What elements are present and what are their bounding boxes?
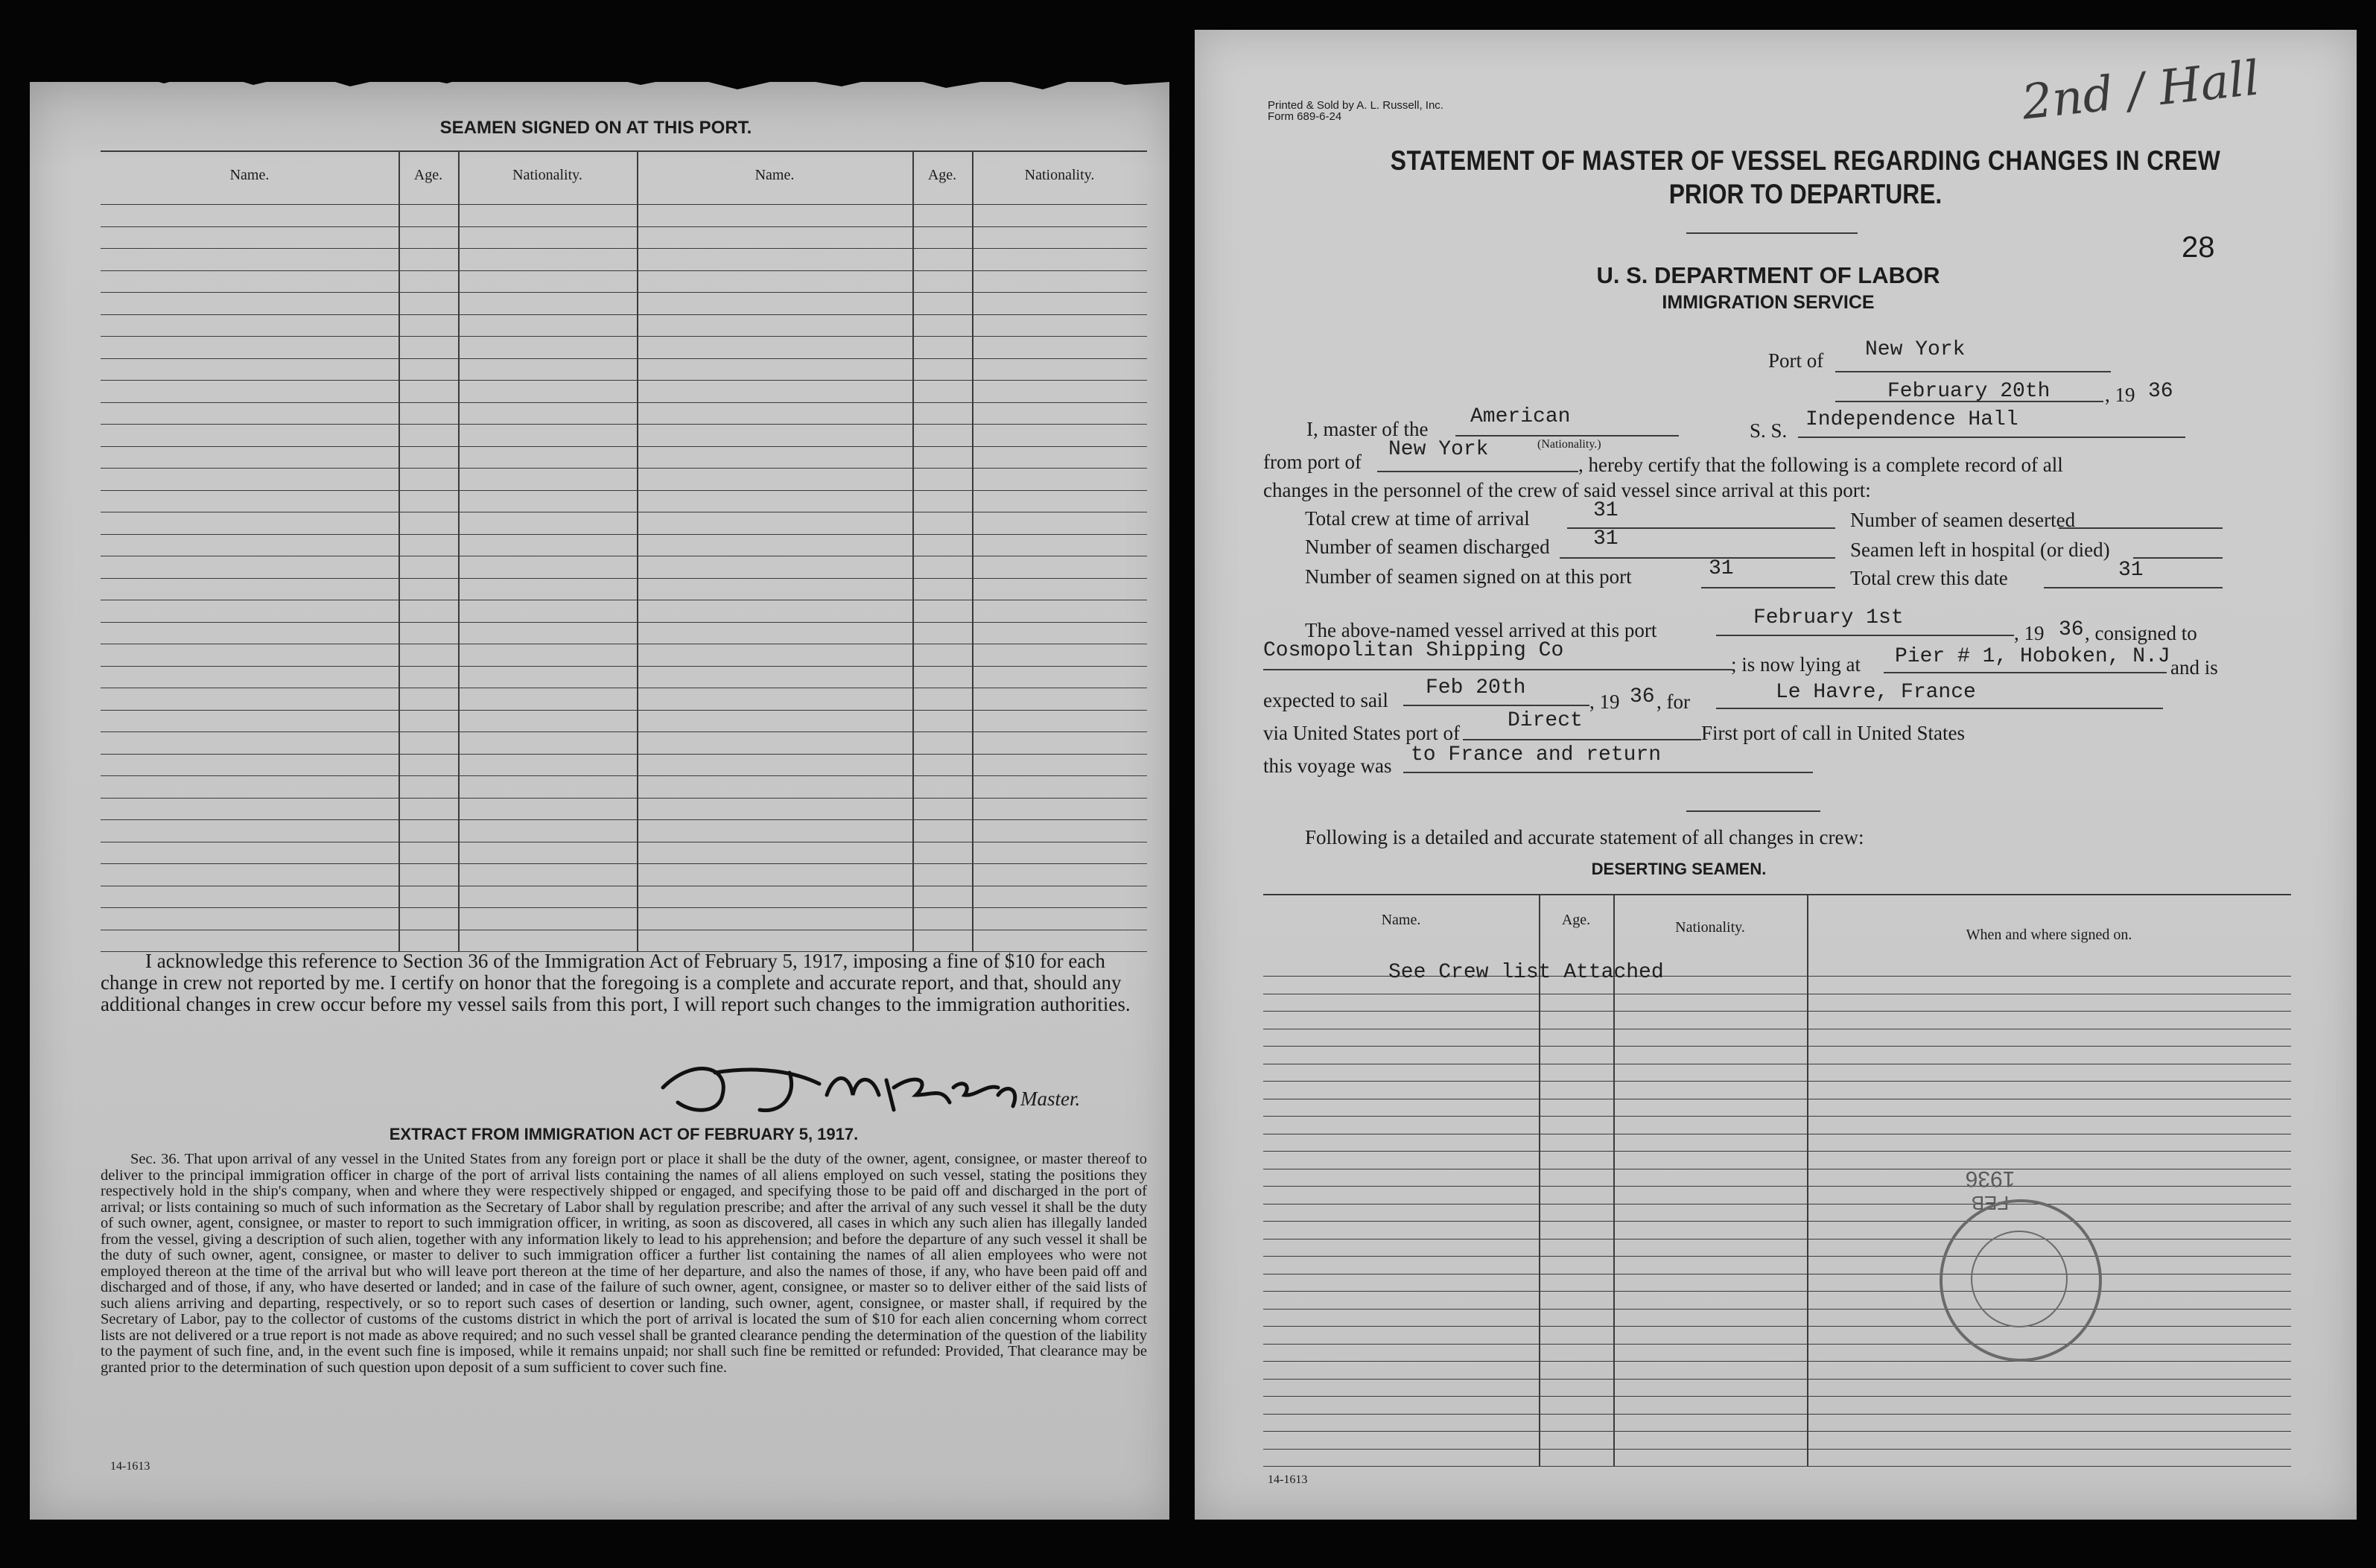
following-text: Following is a detailed and accurate statement of all changes in crew:: [1305, 826, 1864, 848]
voyage-label: this voyage was: [1263, 755, 1392, 777]
deserting-col-when-where: When and where signed on.: [1966, 927, 2132, 943]
table-rule: [101, 578, 1147, 579]
table-rule: [101, 754, 1147, 755]
signed-on-value[interactable]: 31: [1709, 557, 1734, 580]
table-rule: [1263, 1344, 2291, 1345]
table-rule: [101, 446, 1147, 447]
year-value[interactable]: 36: [2148, 380, 2173, 403]
extract-title: EXTRACT FROM IMMIGRATION ACT OF FEBRUARY 5, 1917.: [389, 1125, 859, 1143]
table-rule: [1263, 1309, 2291, 1310]
table-column-rule: [458, 150, 460, 951]
table-rule: [1263, 1239, 2291, 1240]
table-rule: [101, 798, 1147, 799]
from-port-value[interactable]: New York: [1388, 438, 1489, 461]
table-rule: [101, 819, 1147, 820]
col-name-1: Name.: [229, 167, 270, 183]
table-column-rule: [972, 150, 973, 951]
table-rule: [1263, 1379, 2291, 1380]
department: U. S. DEPARTMENT OF LABOR: [1596, 262, 1940, 288]
table-rule: [1263, 1291, 2291, 1292]
printer-form: Form 689-6-24: [1268, 110, 1342, 123]
arrived-year-value[interactable]: 36: [2059, 618, 2084, 641]
table-rule: [101, 490, 1147, 491]
table-rule: [101, 380, 1147, 381]
table-column-rule: [912, 150, 914, 951]
signed-on-label: Number of seamen signed on at this port: [1305, 565, 1632, 588]
table-rule: [1263, 1431, 2291, 1432]
service: IMMIGRATION SERVICE: [1662, 292, 1875, 313]
table-rule: [1263, 1466, 2291, 1467]
table-rule: [1263, 1081, 2291, 1082]
left-page: [30, 82, 1169, 1520]
table-rule: [101, 907, 1147, 908]
table-rule: [101, 270, 1147, 271]
nationality-caption: (Nationality.): [1537, 438, 1601, 451]
stamp-year: 1936: [1965, 1167, 2016, 1191]
table-rule: [101, 468, 1147, 469]
table-rule: [101, 226, 1147, 227]
for-label: , for: [1656, 691, 1690, 713]
hospital-label: Seamen left in hospital (or died): [1850, 539, 2110, 561]
col-name-2: Name.: [755, 167, 795, 183]
stamp-month: FEB: [1971, 1192, 2010, 1214]
total-crew-arrival-label: Total crew at time of arrival: [1305, 507, 1530, 530]
acknowledgment-text: I acknowledge this reference to Section 36 of the Immigration Act of February 5, 1917, imposing a fine of $10 for each change in crew not reported by me. I certify on honor that the foregoing is a complete and accurate report, and that, should any additional changes in crew occur before my vessel sails from this port, I will report such changes to the immigration authorities.: [101, 950, 1131, 1015]
table-rule: [101, 666, 1147, 667]
deserting-col-age: Age.: [1561, 912, 1591, 928]
sail-year-value[interactable]: 36: [1630, 685, 1655, 708]
voyage-value[interactable]: to France and return: [1411, 743, 1662, 766]
table-rule: [101, 248, 1147, 249]
sail-value[interactable]: Feb 20th: [1426, 676, 1526, 699]
discharged-label: Number of seamen discharged: [1305, 536, 1550, 558]
via-label: via United States port of: [1263, 722, 1460, 744]
port-value[interactable]: New York: [1865, 338, 1966, 361]
master-signature: [648, 1043, 1035, 1132]
table-rule: [1263, 1116, 2291, 1117]
port-label: Port of: [1768, 349, 1824, 372]
arrived-value[interactable]: February 1st: [1753, 606, 1904, 629]
table-column-rule: [637, 150, 638, 951]
col-age-1: Age.: [413, 167, 443, 183]
lying-value[interactable]: Pier # 1, Hoboken, N.J: [1895, 645, 2170, 668]
vessel-value[interactable]: Independence Hall: [1805, 408, 2018, 431]
sail-label: expected to sail: [1263, 689, 1388, 711]
right-page: [1195, 30, 2357, 1520]
page-number: 28: [2182, 231, 2215, 264]
deserting-col-nationality: Nationality.: [1675, 919, 1745, 936]
table-rule: [1263, 1326, 2291, 1327]
date-value[interactable]: February 20th: [1887, 380, 2051, 403]
table-column-rule: [398, 150, 400, 951]
table-rule: [1263, 1414, 2291, 1415]
total-crew-date-label: Total crew this date: [1850, 567, 2008, 589]
table-rule: [1263, 1361, 2291, 1362]
arrived-label: The above-named vessel arrived at this port: [1305, 619, 1657, 641]
table-rule: [101, 534, 1147, 535]
immigration-seal: [1940, 1199, 2102, 1362]
consignee-value[interactable]: Cosmopolitan Shipping Co: [1263, 639, 1564, 662]
date-stamp-text: [1945, 1102, 2035, 1214]
total-crew-date-value[interactable]: 31: [2118, 559, 2144, 582]
table-rule: [1263, 1221, 2291, 1222]
table-rule: [1263, 1256, 2291, 1257]
extract-text: Sec. 36. That upon arrival of any vessel in the United States from any foreign port or place it shall be the duty of the owner, agent, consignee, or master thereof to deliver to the principal immigration officer in charge of the port of arrival lists containing the names of all aliens employed on such vessel, stating the positions they respectively hold in the ship's company, when and where they were respectively shipped or engaged, and specifying those to be paid off and discharged in the port of arrival; or lists containing so much of such information as the Secretary of Labor shall by regulation prescribe; and after the arrival of any such vessel it shall be the duty of such owner, agent, consignee, or master to report to such immigration officer, in writing, as soon as discovered, all cases in which any such alien has illegally landed from the vessel, giving a description of such alien, together with any information likely to lead to his apprehension; and before the departure of any such vessel it shall be the duty of such owner, agent, consignee, or master to deliver to such immigration officer a further list containing the names of all alien employees who were not employed thereon at the time of the arrival but who will leave port thereon at the time of her departure, and also the names of those, if any, who have been paid off and discharged and of those, if any, who have deserted or landed; and in case of the failure of such owner, agent, consignee, or master so to deliver either of the said lists of such aliens arriving and departing, respectively, or so to report such cases of desertion or landing, such owner, agent, consignee, or master shall, if required by the Secretary of Labor, pay to the collector of customs of the customs district in which the port of arrival is located the sum of $10 for each alien concerning whom correct lists are not delivered or a true report is not made as above required; and no such vessel shall be granted clearance pending the determination of the question of the liability to the payment of such fine, and, in the event such fine is imposed, while it remains unpaid; nor shall such fine be remitted or refunded: Provided, That clearance may be granted prior to the determination of such question upon deposit of a sum sufficient to cover such fine.: [101, 1151, 1147, 1376]
col-age-2: Age.: [927, 167, 957, 183]
table-rule: [101, 731, 1147, 732]
discharged-value[interactable]: 31: [1593, 527, 1619, 550]
table-rule: [101, 775, 1147, 776]
ss-label: S. S.: [1750, 419, 1788, 442]
left-form-number: 14-1613: [110, 1460, 150, 1473]
first-port-label: First port of call in United States: [1701, 722, 1965, 744]
table-rule: [1263, 1011, 2291, 1012]
year-prefix: , 19: [2105, 384, 2135, 406]
arrived-year-prefix: , 19: [2014, 622, 2045, 644]
consigned-label: , consigned to: [2085, 622, 2197, 644]
table-rule: [101, 622, 1147, 623]
crew-note[interactable]: See Crew list Attached: [1388, 961, 1664, 984]
form-title-line2: PRIOR TO DEPARTURE.: [1668, 179, 1943, 209]
from-port-label: from port of: [1263, 451, 1362, 473]
table-rule: [101, 204, 1147, 205]
table-rule: [101, 292, 1147, 293]
changes-text: changes in the personnel of the crew of said vessel since arrival at this port:: [1263, 479, 1871, 501]
certify-text: , hereby certify that the following is a complete record of all: [1578, 454, 2063, 476]
table-rule: [101, 358, 1147, 359]
sail-year-prefix: , 19: [1589, 691, 1620, 713]
printer-name: Printed & Sold by A. L. Russell, Inc.: [1268, 99, 1443, 112]
table-rule: [101, 314, 1147, 315]
table-rule: [101, 424, 1147, 425]
table-rule: [1263, 1449, 2291, 1450]
nationality-value[interactable]: American: [1470, 405, 1571, 428]
handwritten-note: 2nd / Hall: [2019, 51, 2263, 131]
signature-title: Master.: [1020, 1088, 1081, 1110]
table-rule: [1263, 1186, 2291, 1187]
deserting-col-name: Name.: [1381, 912, 1421, 928]
master-label: I, master of the: [1306, 418, 1429, 440]
table-rule: [1263, 1396, 2291, 1397]
table-rule: [1263, 1151, 2291, 1152]
col-nationality-1: Nationality.: [512, 167, 582, 183]
total-crew-arrival-value[interactable]: 31: [1593, 499, 1619, 522]
table-rule: [1263, 1274, 2291, 1275]
deserted-label: Number of seamen deserted: [1850, 509, 2076, 531]
and-is-label: and is: [2170, 656, 2218, 679]
table-column-rule: [1807, 894, 1808, 1466]
table-rule: [1263, 1046, 2291, 1047]
destination-value[interactable]: Le Havre, France: [1776, 681, 1976, 704]
table-rule: [101, 710, 1147, 711]
table-rule: [101, 863, 1147, 864]
right-form-number: 14-1613: [1268, 1473, 1308, 1486]
form-title-line1: STATEMENT OF MASTER OF VESSEL REGARDING CHANGES IN CREW: [1390, 145, 2221, 176]
deserting-title: DESERTING SEAMEN.: [1591, 860, 1767, 878]
table-rule: [101, 336, 1147, 337]
lying-label: ; is now lying at: [1731, 653, 1861, 676]
col-nationality-2: Nationality.: [1024, 167, 1095, 183]
table-rule: [101, 402, 1147, 403]
torn-edge: [30, 37, 1169, 127]
via-value[interactable]: Direct: [1508, 709, 1583, 732]
left-page-title: SEAMEN SIGNED ON AT THIS PORT.: [439, 118, 752, 138]
printer-credit: [1268, 100, 1443, 122]
